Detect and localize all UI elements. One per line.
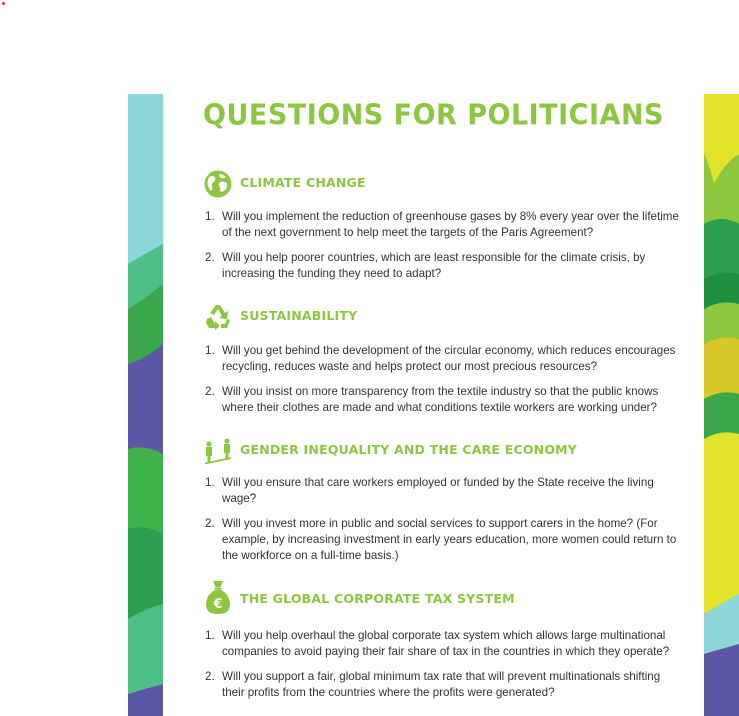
section-climate-change: [203, 169, 683, 282]
question-list: [203, 628, 683, 701]
list-item: [203, 628, 683, 660]
question-number: 2.: [205, 670, 215, 683]
question-number: 1.: [205, 344, 215, 357]
document-page: [163, 94, 704, 716]
globe-icon: [203, 169, 233, 199]
section-title: THE GLOBAL CORPORATE TAX SYSTEM: [240, 591, 515, 606]
question-text: Will you invest more in public and social services to support carers in the home? (For example, by increasing investment in early years education, more women could return to the workforce on a full-time basis.): [222, 517, 677, 562]
section-header: [203, 436, 683, 466]
question-text: Will you support a fair, global minimum tax rate that will prevent multinationals shifting their profits from the countries where the profits were generated?: [222, 670, 661, 699]
question-list: [203, 209, 683, 282]
question-text: Will you help overhaul the global corporate tax system which allows large multinational companies to avoid paying their fair share of tax in the countries in which they operate?: [222, 629, 670, 658]
question-text: Will you implement the reduction of greenhouse gases by 8% every year over the lifetime of the next government to help meet the targets of the Paris Agreement?: [222, 210, 679, 239]
red-marker-dot: [2, 2, 5, 5]
question-text: Will you ensure that care workers employed or funded by the State receive the living wage?: [222, 476, 654, 505]
page-title: QUESTIONS FOR POLITICIANS: [203, 99, 664, 132]
list-item: [203, 343, 683, 375]
list-item: [203, 475, 683, 507]
question-list: [203, 475, 683, 564]
question-number: 2.: [205, 251, 215, 264]
right-decorative-stripes: [704, 94, 739, 716]
question-number: 2.: [205, 385, 215, 398]
question-text: Will you help poorer countries, which are least responsible for the climate crisis, by increasing the funding they need to adapt?: [222, 251, 646, 280]
section-gender-inequality: [203, 436, 683, 564]
section-title: SUSTAINABILITY: [240, 308, 358, 323]
question-number: 2.: [205, 517, 215, 530]
list-item: [203, 250, 683, 282]
question-number: 1.: [205, 476, 215, 489]
question-list: [203, 343, 683, 416]
question-text: Will you get behind the development of the circular economy, which reduces encourages recycling, reduces waste and helps protect our most precious resources?: [222, 344, 676, 373]
left-decorative-stripes: [128, 94, 163, 716]
euro-money-bag-icon: [203, 579, 233, 615]
question-text: Will you insist on more transparency from the textile industry so that the public knows where their clothes are made and what conditions textile workers are working under?: [222, 385, 659, 414]
list-item: [203, 669, 683, 701]
section-header: [203, 169, 683, 199]
section-header: [203, 581, 683, 615]
list-item: [203, 384, 683, 416]
question-number: 1.: [205, 210, 215, 223]
question-number: 1.: [205, 629, 215, 642]
list-item: [203, 516, 683, 564]
gender-scale-icon: [203, 436, 233, 466]
section-title: GENDER INEQUALITY AND THE CARE ECONOMY: [240, 442, 578, 457]
section-title: CLIMATE CHANGE: [240, 175, 366, 190]
svg-text:€: €: [213, 597, 223, 612]
section-sustainability: [203, 302, 683, 416]
list-item: [203, 209, 683, 241]
recycle-icon: [203, 302, 233, 332]
section-header: [203, 302, 683, 332]
section-global-corporate-tax: [203, 581, 683, 701]
